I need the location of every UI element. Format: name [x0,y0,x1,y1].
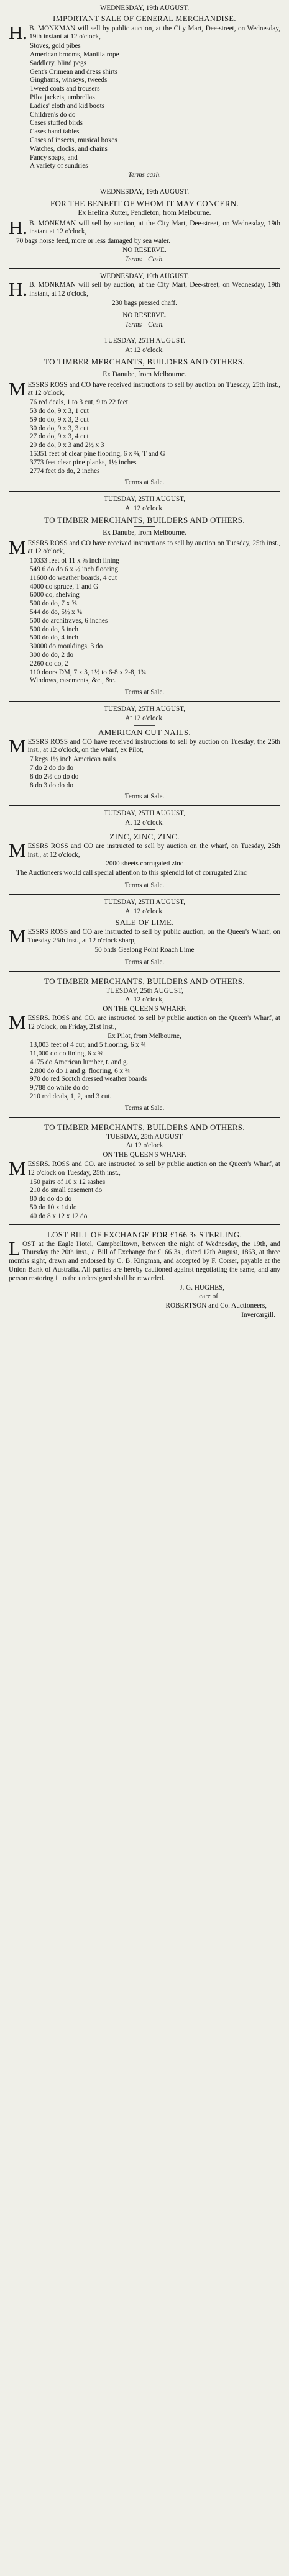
ad-time: At 12 o'clock. [125,714,164,722]
ad-title: TO TIMBER MERCHANTS, BUILDERS AND OTHERS. [44,1122,245,1132]
list-item: 500 do do, 5 inch [30,625,78,633]
list-item: 6000 do, shelving [30,591,80,599]
ad-lot: 50 bhds Geelong Point Roach Lime [94,946,195,954]
ad-reserve: NO RESERVE. [122,246,167,254]
ad-lot: 230 bags pressed chaff. [112,299,177,307]
ad-body: H.B. MONKMAN will sell by auction, at the City Mart, Dee-street, on Wednesday, 19th instant, at 12 o'clock, [9,278,280,301]
ad-date: WEDNESDAY, 19th AUGUST. [99,272,190,280]
ad-time: At 12 o'clock [126,1142,163,1150]
ad-time: At 12 o'clock. [125,818,164,826]
ad-vessel: Ex Pilot, from Melbourne, [108,1032,181,1040]
advertisement-timber-danube-2 [9,494,280,702]
ad-body: MESSRS ROSS and CO have received instructions to sell by auction on Tuesday, 25th inst., at 12 o'clock, [9,536,280,558]
list-item: Pilot jackets, umbrellas [30,93,95,101]
ad-terms: Terms at Sale. [124,689,165,697]
ad-intro: H.B. MONKMAN will sell by public auction, at the City Mart, Dee-street, on Wednesday, 19th instant at 12 o'clock, [9,21,280,43]
list-item: A variety of sundries [30,162,88,170]
ad-place: ON THE QUEEN'S WHARF. [103,1005,186,1013]
ad-title: TO TIMBER MERCHANTS, BUILDERS AND OTHERS. [44,356,245,366]
ad-date: TUESDAY, 25TH AUGUST, [104,705,185,713]
ad-terms: Terms at Sale. [124,881,165,889]
ad-date: TUESDAY, 25th AUGUST [106,1132,183,1141]
ad-title: FOR THE BENEFIT OF WHOM IT MAY CONCERN. [50,198,239,208]
advertisement-zinc [9,808,280,895]
list-item: 50 do 10 x 14 do [30,1204,77,1212]
list-item: 4000 do spruce, T and G [30,582,99,590]
ad-date: WEDNESDAY, 19th AUGUST. [99,188,190,196]
ad-date: TUESDAY, 25TH AUGUST, [104,495,185,504]
list-item: Children's do do [30,111,76,119]
advertisement-benefit-sale [9,186,280,269]
list-item: 110 doors DM, 7 x 3, 1½ to 6-8 x 2-8, 1¾ [30,668,147,676]
list-item: Ladies' cloth and kid boots [30,102,105,110]
list-item: Cases hand tables [30,128,80,136]
ad-time: At 12 o'clock, [125,996,164,1004]
advertisement-timber-danube-1 [9,335,280,492]
ad-town: Invercargill. [241,1311,275,1319]
list-item: 544 do do, 5½ x ⅝ [30,608,82,617]
list-item: 7 kegs 1½ inch American nails [30,756,116,764]
list-item: 30000 do mouldings, 3 do [30,643,103,651]
list-item: 80 do do do do [30,1195,72,1203]
advertisement-general-merchandise [9,2,280,184]
ad-title: AMERICAN CUT NAILS. [98,727,191,737]
ad-vessel: Ex Danube, from Melbourne. [103,370,186,378]
list-item: Stoves, gold pibes [30,42,81,50]
list-item: 8 do 2½ do do do [30,772,79,780]
ad-body: MESSRS ROSS and CO are instructed to sell by public auction, on the Queen's Wharf, on Tuesday 25th inst., at 12 o'clock sharp, [9,925,280,947]
ad-title: IMPORTANT SALE OF GENERAL MERCHANDISE. [53,14,236,23]
list-item: 2,800 do do 1 and g. flooring, 6 x ¾ [30,1067,131,1075]
ad-title: LOST BILL OF EXCHANGE FOR £166 3s STERLING. [47,1229,242,1239]
list-item: 8 do 3 do do do [30,781,73,789]
list-item: 40 do 8 x 12 x 12 do [30,1212,88,1220]
ad-lot: 70 bags horse feed, more or less damaged by sea water. [16,237,170,245]
list-item: Ginghams, winseys, tweeds [30,76,108,84]
ad-terms: Terms—Cash. [125,255,164,263]
list-item: 500 do do, 4 inch [30,634,78,642]
ad-lot: 2000 sheets corrugated zinc [106,860,183,868]
list-item: Cases of insects, musical boxes [30,136,117,144]
ad-body: MESSRS ROSS and CO have received instructions to sell by auction on Tuesday, 25th inst., at 12 o'clock, [9,377,280,400]
list-item: 9,788 do white do do [30,1084,89,1092]
list-item: Fancy soaps, and [30,153,78,161]
ad-time: At 12 o'clock. [125,505,164,513]
ad-note: The Auctioneers would call special attention to this splendid lot of corrugated Zinc [16,869,247,877]
ad-terms: Terms—Cash. [125,320,164,328]
ad-vessel: Ex Erelina Rutter, Pendleton, from Melbourne. [78,209,211,217]
list-item: Watches, clocks, and chains [30,145,108,153]
list-item: 2260 do do, 2 [30,659,68,667]
list-item: Saddlery, blind pegs [30,59,86,67]
ad-terms: Terms cash. [127,171,162,179]
list-item: 53 do do, 9 x 3, 1 cut [30,407,89,415]
ad-body: MESSRS. ROSS and CO. are instructed to sell by public auction on the Queen's Wharf, at 12 o'clock on Tuesday, 25th inst., [9,1157,280,1180]
ad-time: At 12 o'clock. [125,346,164,355]
ad-title: SALE OF LIME. [115,918,174,928]
ad-body: MESSRS ROSS and CO have received instructions to sell by auction on Tuesday, the 25th inst., at 12 o'clock, on the wharf, ex Pilot, [9,734,280,757]
ad-date: TUESDAY, 25TH AUGUST, [104,898,185,906]
list-item: 27 do do, 9 x 3, 4 cut [30,433,89,441]
ad-care: care of [199,1293,218,1301]
list-item: 13,003 feet of 4 cut, and 5 flooring, 6 x ¾ [30,1041,147,1049]
ad-body: H.B. MONKMAN will sell by auction, at the City Mart, Dee-street, on Wednesday, 19th instant at 12 o'clock, [9,216,280,238]
list-item: 4175 do American lumber, t. and g. [30,1058,129,1066]
list-item: Cases stuffed birds [30,119,83,127]
list-item: Tweed coats and trousers [30,85,100,93]
advertisement-lime [9,897,280,972]
ad-terms: Terms at Sale. [124,479,165,487]
ad-body: MESSRS. ROSS and CO. are instructed to sell by public auction on the Queen's Wharf, at 12 o'clock, on Friday, 21st inst., [9,1011,280,1033]
ad-signer: J. G. HUGHES, [180,1283,224,1291]
ad-title: TO TIMBER MERCHANTS, BUILDERS AND OTHERS. [44,515,245,525]
ad-date: TUESDAY, 25TH AUGUST, [104,810,185,818]
ad-terms: Terms at Sale. [124,1104,165,1112]
ad-vessel: Ex Danube, from Melbourne. [103,528,186,536]
ad-title: TO TIMBER MERCHANTS, BUILDERS AND OTHERS. [44,976,245,986]
list-item: 29 do do, 9 x 3 and 2½ x 3 [30,441,104,450]
list-item: 10333 feet of 11 x ⅝ inch lining [30,557,119,565]
ad-reserve: NO RESERVE. [122,311,167,319]
list-item: 500 do architraves, 6 inches [30,617,108,625]
ad-firm: ROBERTSON and Co. Auctioneers, [165,1302,267,1310]
ad-title: ZINC, ZINC, ZINC. [109,831,180,841]
list-item: 210 red deals, 1, 2, and 3 cut. [30,1093,112,1101]
list-item: Gent's Crimean and dress shirts [30,68,118,76]
list-item: 549 6 do do 6 x ½ inch flooring [30,566,119,574]
ad-place: ON THE QUEEN'S WHARF. [103,1151,186,1159]
list-item: 11,000 do do lining, 6 x ⅝ [30,1050,103,1058]
list-item: 59 do do, 9 x 3, 2 cut [30,415,89,423]
list-item: 30 do do, 9 x 3, 3 cut [30,424,89,432]
list-item: 210 do small casement do [30,1186,103,1195]
ad-time: At 12 o'clock. [125,907,164,915]
advertisement-lost-bill [9,1227,280,1324]
list-item: 7 do 2 do do do [30,764,73,772]
ad-body: LOST at the Eagle Hotel, Campbelltown, between the night of Wednesday, the 19th, and Thursday the 20th inst., a Bill of Exchange for £166 3s., dated 12th August, 1863, at three months sight, drawn and endorsed by C. B. Kingman, and accepted by F. Corser, payable at the Union Bank of Australia. All parties are hereby cautioned against negotiating the same, and any person restoring it to the undersigned shall be rewarded. [9,1237,280,1282]
list-item: 76 red deals, 1 to 3 cut, 9 to 22 feet [30,399,128,407]
ad-terms: Terms at Sale. [124,793,165,801]
advertisement-sashes [9,1119,280,1225]
list-item: 970 do red Scotch dressed weather boards [30,1075,147,1083]
list-item: American brooms, Manilla rope [30,50,119,58]
ad-body: MESSRS ROSS and CO are instructed to sell by auction on the wharf, on Tuesday, 25th inst., at 12 o'clock, [9,839,280,861]
advertisement-pressed-chaff [9,271,280,334]
list-item: Windows, casements, &c., &c. [30,677,116,685]
list-item: 150 pairs of 10 x 12 sashes [30,1178,106,1186]
ad-terms: Terms at Sale. [124,958,165,966]
advertisement-cut-nails [9,703,280,806]
advertisement-timber-pilot [9,974,280,1118]
ad-date: TUESDAY, 25th AUGUST, [106,987,183,995]
ad-date: WEDNESDAY, 19th AUGUST. [99,4,190,12]
list-item: 2774 feet do do, 2 inches [30,467,100,475]
list-item: 3773 feet clear pine planks, 1½ inches [30,458,137,466]
list-item: 11600 do weather boards, 4 cut [30,574,117,582]
list-item: 15351 feet of clear pine flooring, 6 x ¾, T and G [30,450,165,458]
ad-date: TUESDAY, 25TH AUGUST. [104,337,185,345]
list-item: 300 do do, 2 do [30,651,73,659]
list-item: 500 do do, 7 x ⅝ [30,600,77,608]
